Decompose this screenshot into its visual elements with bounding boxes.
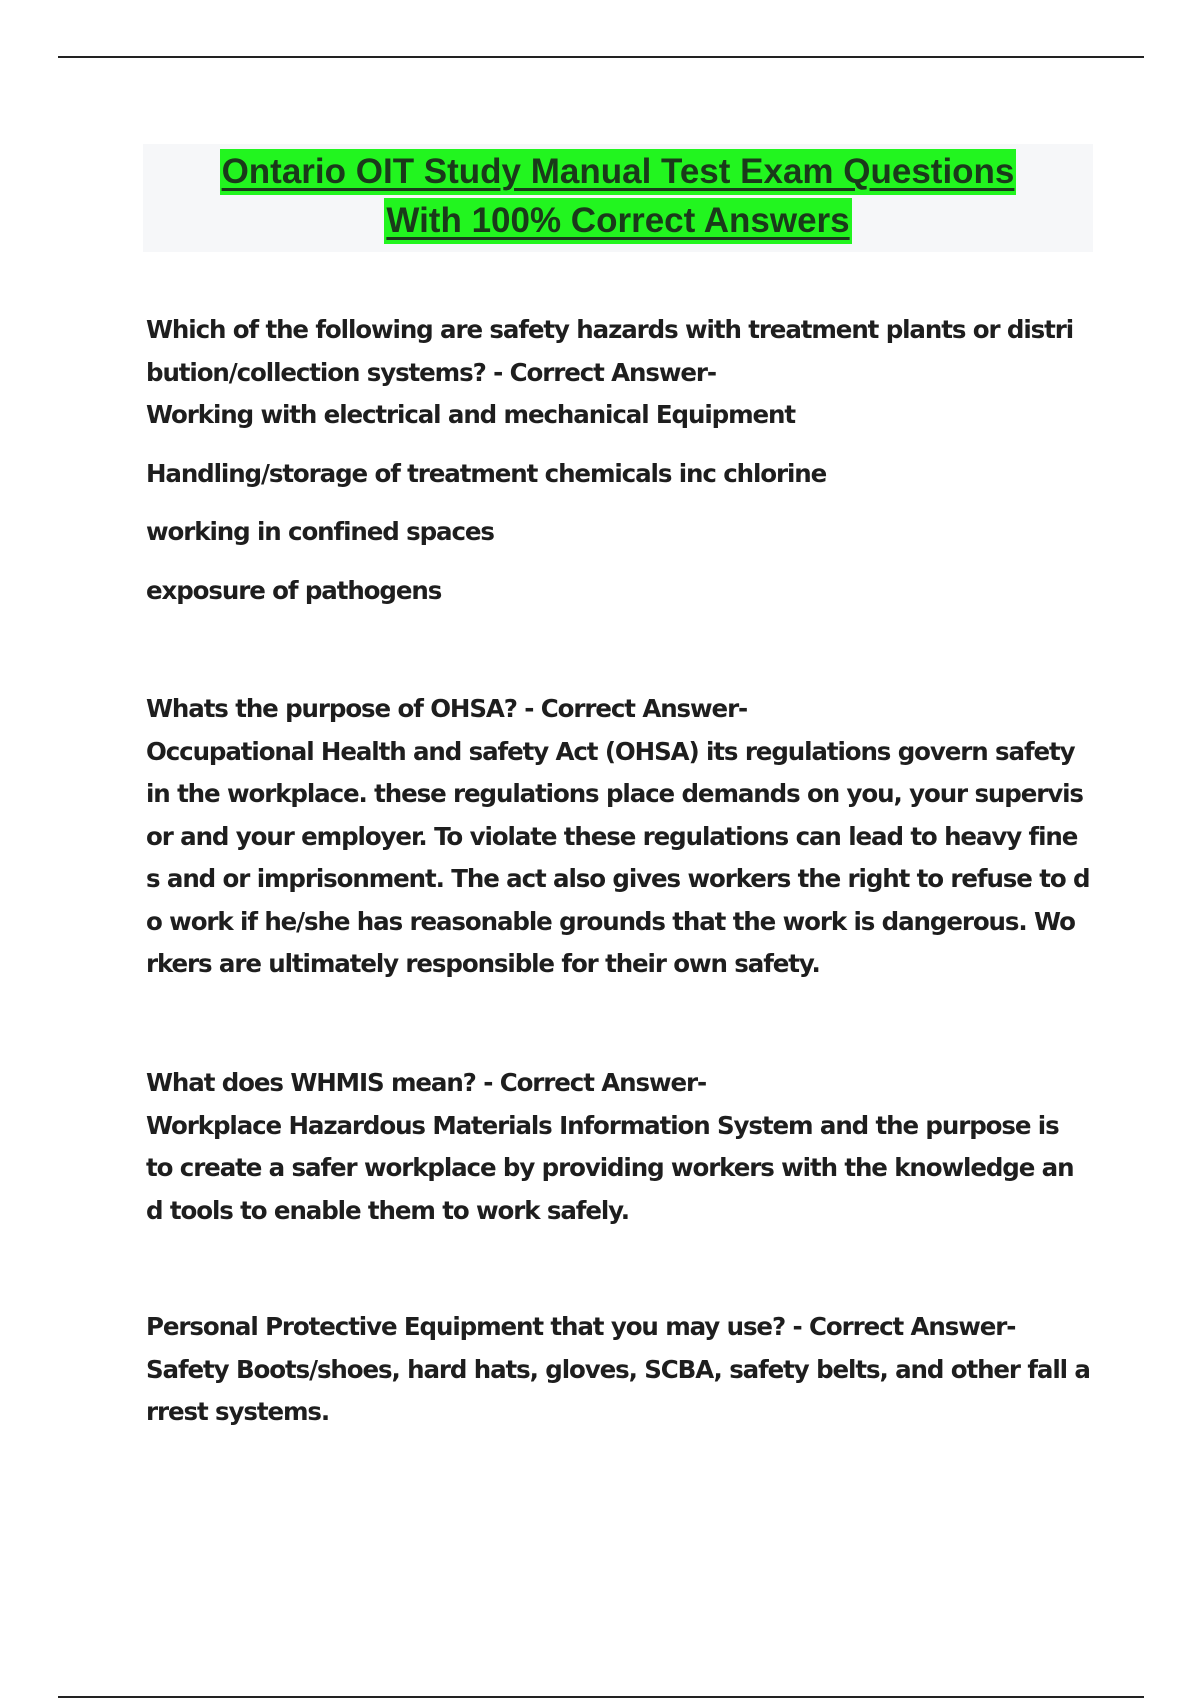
qa-line: o work if he/she has reasonable grounds that the work is dangerous. Wo xyxy=(146,906,1075,936)
qa-line: rkers are ultimately responsible for their own safety. xyxy=(146,949,820,978)
qa-line: Occupational Health and safety Act (OHSA) its regulations govern safety xyxy=(146,736,1075,766)
qa-line: rrest systems. xyxy=(146,1397,330,1426)
qa-line: Safety Boots/shoes, hard hats, gloves, SCBA, safety belts, and other fall a xyxy=(146,1354,1090,1384)
bottom-divider xyxy=(58,1696,1144,1698)
qa-line: Which of the following are safety hazards with treatment plants or distri xyxy=(146,315,1073,344)
qa-line: d tools to enable them to work safely. xyxy=(146,1195,629,1225)
qa-line: in the workplace. these regulations place demands on you, your supervis xyxy=(146,779,1083,808)
question-answer-4 xyxy=(146,1306,1090,1434)
answer-list-item: working in confined spaces xyxy=(146,517,494,546)
title-line-1: Ontario OIT Study Manual Test Exam Questions xyxy=(220,149,1017,195)
document-title xyxy=(143,144,1093,252)
answer-list-item: Handling/storage of treatment chemicals inc chlorine xyxy=(146,458,827,488)
qa-line: to create a safer workplace by providing workers with the knowledge an xyxy=(146,1153,1074,1182)
top-divider xyxy=(58,56,1144,58)
qa-line: Working with electrical and mechanical Equipment xyxy=(146,400,795,429)
qa-line: Personal Protective Equipment that you may use? - Correct Answer- xyxy=(146,1312,1016,1341)
qa-line: What does WHMIS mean? - Correct Answer- xyxy=(146,1068,707,1097)
question-answer-2 xyxy=(146,688,1090,986)
qa-line: s and or imprisonment. The act also gives workers the right to refuse to d xyxy=(146,864,1090,893)
question-answer-1 xyxy=(146,309,1086,612)
qa-line: or and your employer. To violate these regulations can lead to heavy fine xyxy=(146,821,1078,851)
qa-line: Whats the purpose of OHSA? - Correct Answer- xyxy=(146,694,748,723)
qa-line: bution/collection systems? - Correct Answer- xyxy=(146,357,716,387)
qa-line: Workplace Hazardous Materials Information System and the purpose is xyxy=(146,1110,1059,1140)
answer-list-item: exposure of pathogens xyxy=(146,575,442,605)
title-line-2: With 100% Correct Answers xyxy=(384,198,851,244)
question-answer-3 xyxy=(146,1062,1086,1232)
